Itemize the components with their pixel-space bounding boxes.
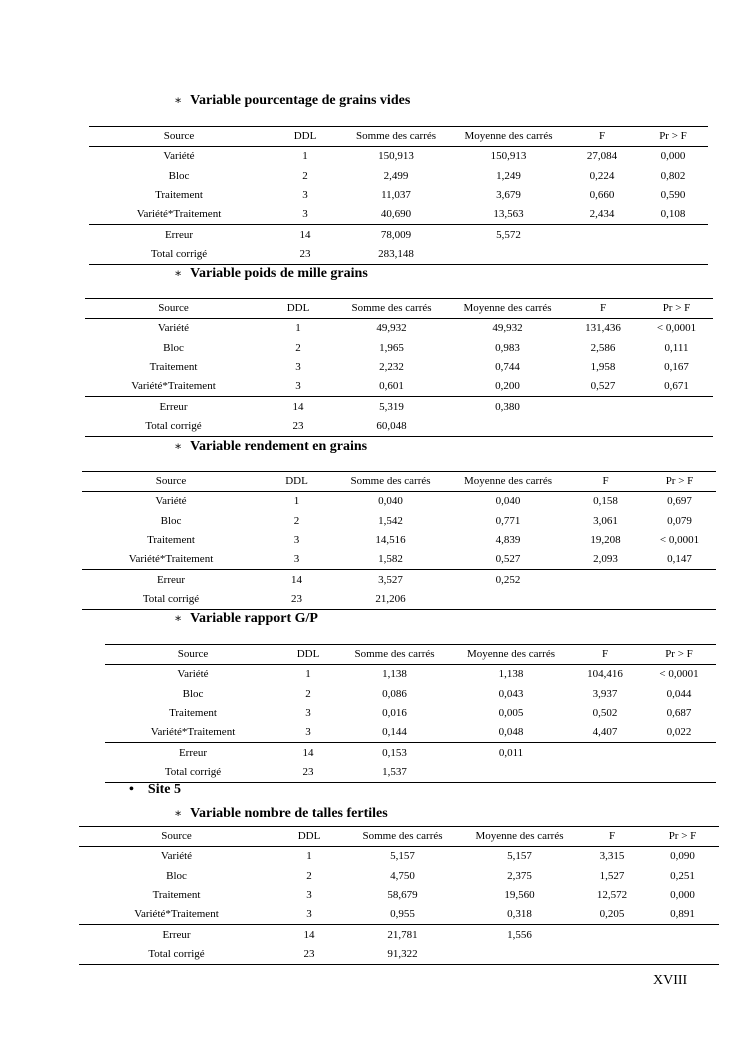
table-row [105,763,716,783]
table-row [85,319,713,339]
table-row [85,377,713,397]
table-cell: 5,572 [451,225,566,245]
table-cell: 0,891 [670,908,695,921]
table-cell: 3,679 [496,189,521,202]
table-cell: 14 [269,225,341,245]
table-cell: 0,200 [495,380,520,393]
site-label: Site 5 [147,782,181,797]
table-cell: Variété*Traitement [150,726,236,739]
table-cell: 0,224 [589,169,615,182]
table-cell: 0,380 [449,397,566,417]
table-cell: 0,251 [670,869,695,882]
table-cell: 0,697 [667,495,692,508]
table-cell: Erreur [89,225,269,245]
anova-table-rapport-gp [105,644,716,783]
table-cell: 0,502 [592,707,618,720]
table-cell: 1 [293,495,300,508]
table-cell: 2,586 [590,341,616,354]
table-cell: 3 [305,726,311,739]
table-cell: Variété [177,668,209,681]
table-row [79,847,719,867]
table-cell: 60,048 [334,417,449,437]
table-cell: 131,436 [585,322,621,335]
table-cell [449,417,566,437]
table-cell: Traitement [149,361,198,374]
table-row [85,397,713,417]
table-cell: 1,138 [498,668,524,681]
table-cell: 1 [305,668,311,681]
table-cell: 3,937 [592,687,618,700]
table-cell: 0,022 [666,726,692,739]
table-row [89,147,708,167]
column-header: Source [85,299,262,319]
table-cell: 3 [302,208,308,221]
table-cell: 2,093 [593,553,618,566]
table-cell: 3,315 [599,850,625,863]
table-cell: 2,375 [507,869,532,882]
table-row [105,723,716,743]
column-header: F [566,127,638,147]
table-cell [578,945,646,965]
column-header: F [566,299,640,319]
table-cell: 1,537 [335,763,454,783]
table-cell: 14 [262,397,334,417]
column-header: Pr > F [638,127,708,147]
table-header-row [85,299,713,319]
table-cell [646,945,719,965]
table-cell [566,245,638,265]
table-row [105,665,716,685]
table-row [85,358,713,377]
table-cell: 0,040 [495,495,521,508]
table-cell: Variété*Traitement [128,553,214,566]
table-cell: Variété [157,322,190,335]
table-cell: Total corrigé [79,945,274,965]
asterisk-icon: ∗ [174,806,183,820]
table-cell: 0,144 [382,726,407,739]
table-cell: 0,040 [378,495,403,508]
table-row [79,945,719,965]
table-row [89,167,708,186]
table-cell: 19,560 [504,889,535,902]
column-header: Source [82,472,260,492]
table-cell: 5,157 [390,850,415,863]
section-title: Variable poids de mille grains [190,266,368,281]
table-row [85,339,713,358]
table-cell: 0,158 [593,495,618,508]
table-cell: 0,205 [599,908,625,921]
table-cell [640,417,713,437]
table-cell: 3 [295,380,301,393]
table-row [82,550,716,570]
table-cell [566,417,640,437]
table-cell: 58,679 [387,889,418,902]
table-row [89,225,708,245]
table-cell: 1,249 [496,169,521,182]
table-cell: Variété*Traitement [136,208,222,221]
table-cell: Total corrigé [82,590,260,610]
table-cell [643,570,716,590]
table-row [105,685,716,704]
table-cell: 150,913 [378,150,414,163]
table-cell [578,925,646,945]
table-cell: Total corrigé [85,417,262,437]
table-cell: 1 [302,150,308,163]
table-cell: Variété [163,150,195,163]
asterisk-icon: ∗ [174,439,183,453]
table-cell: Traitement [169,707,217,720]
table-cell: 4,750 [390,869,415,882]
table-cell [566,225,638,245]
table-cell: 0,016 [382,707,407,720]
table-cell: 0,044 [666,687,692,700]
table-cell: 4,407 [592,726,618,739]
table-cell: 0,108 [660,208,686,221]
table-cell: 283,148 [341,245,451,265]
table-cell: 3 [305,707,311,720]
table-cell: Variété [155,495,187,508]
table-cell: 0,147 [667,553,692,566]
table-cell: 3 [302,189,308,202]
table-row [82,590,716,610]
table-cell: 0,590 [660,189,686,202]
table-cell: Erreur [85,397,262,417]
asterisk-icon: ∗ [174,266,183,280]
table-cell: 0,048 [498,726,524,739]
table-cell: 0,000 [660,150,686,163]
table-cell: 23 [281,763,335,783]
table-cell: < 0,0001 [656,322,697,335]
table-cell: 4,839 [495,534,521,547]
table-cell: 1,138 [382,668,407,681]
table-row [85,417,713,437]
table-cell [451,245,566,265]
table-row [82,570,716,590]
table-cell: 14 [274,925,344,945]
table-cell: 14,516 [375,534,406,547]
page-number: XVIII [653,973,688,988]
table-cell: 2,232 [379,361,404,374]
table-cell: 0,802 [660,169,686,182]
section-heading-rendement [174,439,367,455]
column-header: Pr > F [643,472,716,492]
column-header: Moyenne des carrés [449,299,566,319]
table-cell: Bloc [160,514,182,527]
table-cell: 0,744 [495,361,520,374]
column-header: Source [89,127,269,147]
table-cell: 2,499 [383,169,409,182]
table-cell: Bloc [182,687,204,700]
table-cell: Traitement [147,534,195,547]
column-header: Somme des carrés [335,645,454,665]
table-cell: 1,542 [378,514,403,527]
section-heading-grains-vides [174,93,410,109]
section-title: Variable pourcentage de grains vides [190,93,411,108]
table-cell: 2 [302,169,308,182]
table-cell: Variété*Traitement [131,380,216,393]
table-cell: 21,206 [333,590,448,610]
table-row [82,512,716,531]
section-heading-rapport-gp [174,611,318,627]
table-cell [568,590,643,610]
table-row [89,205,708,225]
table-cell: 0,005 [498,707,524,720]
table-cell: 23 [262,417,334,437]
table-cell: Traitement [155,189,203,202]
asterisk-icon: ∗ [174,611,183,625]
table-cell: 150,913 [490,150,527,163]
table-cell: 14 [260,570,333,590]
column-header: Source [105,645,281,665]
table-cell [646,925,719,945]
column-header: Pr > F [646,827,719,847]
table-row [89,245,708,265]
table-cell: 91,322 [344,945,461,965]
table-cell [568,763,642,783]
table-cell: 27,084 [586,150,618,163]
table-cell: 5,157 [507,850,532,863]
table-cell: 0,011 [454,743,568,763]
section-title: Variable nombre de talles fertiles [190,806,388,821]
table-cell [638,225,708,245]
column-header: F [568,472,643,492]
table-cell: 0,167 [664,361,689,374]
table-cell: 3,527 [333,570,448,590]
table-cell: Erreur [82,570,260,590]
table-cell: Erreur [105,743,281,763]
table-row [105,704,716,723]
table-row [105,743,716,763]
column-header: Moyenne des carrés [451,127,566,147]
table-cell: 3 [306,908,312,921]
section-title: Variable rendement en grains [190,439,368,454]
table-cell: 19,208 [590,534,621,547]
table-cell: Variété*Traitement [134,908,219,921]
table-cell: 104,416 [587,668,623,681]
table-cell: 13,563 [493,208,524,221]
anova-table-poids-mille-grains [85,298,713,437]
table-cell: 0,111 [664,341,689,354]
table-cell [566,397,640,417]
table-cell: 49,932 [376,322,407,335]
column-header: Source [79,827,274,847]
table-cell [638,245,708,265]
table-cell [568,743,642,763]
column-header: DDL [260,472,333,492]
table-cell: Traitement [152,889,201,902]
table-cell: 1,958 [590,361,616,374]
column-header: DDL [281,645,335,665]
table-row [82,492,716,512]
table-row [79,925,719,945]
column-header: DDL [269,127,341,147]
table-cell: 23 [274,945,344,965]
table-cell: 1,582 [378,553,403,566]
table-row [79,867,719,886]
column-header: Moyenne des carrés [454,645,568,665]
table-cell: 0,671 [664,380,689,393]
table-header-row [79,827,719,847]
table-cell: 2 [293,514,300,527]
table-cell: 40,690 [380,208,412,221]
table-cell: 0,771 [495,514,521,527]
table-cell: 12,572 [596,889,628,902]
column-header: Somme des carrés [333,472,448,492]
table-cell: 1 [306,850,312,863]
table-cell: 2 [305,687,311,700]
table-cell: 3 [306,889,312,902]
table-cell: 1,965 [379,341,404,354]
table-cell [642,743,716,763]
table-cell [568,570,643,590]
table-cell: < 0,0001 [659,534,700,547]
table-cell: 0,153 [335,743,454,763]
site-heading [129,782,181,798]
table-cell: Total corrigé [89,245,269,265]
table-cell: 11,037 [381,189,411,202]
table-cell: 1,556 [461,925,578,945]
column-header: Pr > F [642,645,716,665]
section-title: Variable rapport G/P [190,611,318,626]
table-cell: 2 [306,869,312,882]
table-cell: Variété [160,850,193,863]
anova-table-rendement [82,471,716,610]
column-header: DDL [274,827,344,847]
bullet-icon: • [129,782,134,797]
table-cell [640,397,713,417]
table-cell: 1,527 [599,869,625,882]
table-cell: 0,043 [498,687,524,700]
column-header: F [568,645,642,665]
table-cell: 0,955 [390,908,415,921]
table-row [79,886,719,905]
table-row [89,186,708,205]
table-cell: 5,319 [334,397,449,417]
table-header-row [105,645,716,665]
table-cell: 0,318 [507,908,532,921]
table-cell: Bloc [166,869,187,882]
anova-table-grains-vides [89,126,708,265]
anova-table-talles-fertiles [79,826,719,965]
table-cell: 78,009 [341,225,451,245]
table-cell: 3 [295,361,301,374]
table-cell: 21,781 [344,925,461,945]
table-cell: 23 [269,245,341,265]
table-header-row [82,472,716,492]
table-cell: 49,932 [492,322,523,335]
table-cell [448,590,568,610]
table-cell: 0,527 [590,380,616,393]
table-cell [454,763,568,783]
column-header: Somme des carrés [334,299,449,319]
table-header-row [89,127,708,147]
table-cell: 0,601 [379,380,404,393]
table-cell: 0,252 [448,570,568,590]
table-cell: 0,079 [667,514,692,527]
table-cell: 0,090 [670,850,695,863]
table-cell [461,945,578,965]
column-header: Moyenne des carrés [461,827,578,847]
table-cell: Bloc [163,341,184,354]
table-cell: Erreur [79,925,274,945]
table-cell: 2 [295,341,301,354]
column-header: F [578,827,646,847]
column-header: Somme des carrés [344,827,461,847]
table-cell: Total corrigé [105,763,281,783]
table-cell: 2,434 [589,208,615,221]
table-cell: 0,527 [495,553,521,566]
table-cell: Bloc [168,169,190,182]
section-heading-poids-mille-grains [174,266,368,282]
table-cell: 3 [293,534,300,547]
table-cell [643,590,716,610]
table-cell: 3 [293,553,300,566]
table-cell: 1 [295,322,301,335]
table-cell: < 0,0001 [659,668,699,681]
section-heading-talles-fertiles [174,806,388,822]
asterisk-icon: ∗ [174,93,183,107]
table-cell: 0,000 [670,889,695,902]
column-header: Somme des carrés [341,127,451,147]
column-header: DDL [262,299,334,319]
table-cell: 0,687 [666,707,692,720]
table-cell: 0,983 [495,341,520,354]
table-row [82,531,716,550]
table-row [79,905,719,925]
table-cell: 3,061 [593,514,618,527]
table-cell: 0,086 [382,687,407,700]
table-cell: 23 [260,590,333,610]
table-cell [642,763,716,783]
table-cell: 14 [281,743,335,763]
column-header: Moyenne des carrés [448,472,568,492]
table-cell: 0,660 [589,189,615,202]
column-header: Pr > F [640,299,713,319]
